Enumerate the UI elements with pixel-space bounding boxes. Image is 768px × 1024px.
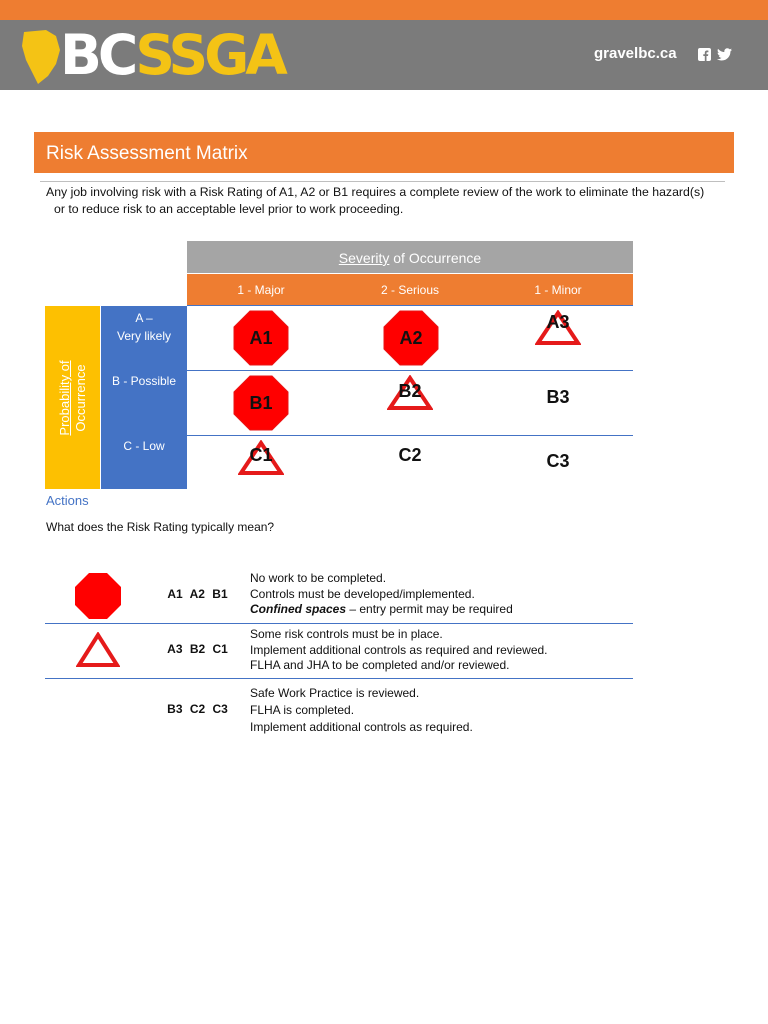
site-header <box>0 20 768 90</box>
cell-a3: A3 <box>546 312 570 332</box>
logo-ssga: SSGA <box>135 23 284 87</box>
action-codes-1: A1 A2 B1 <box>167 587 228 601</box>
divider <box>40 181 725 182</box>
severity-rest: of Occurrence <box>389 250 482 266</box>
warning-triangle-icon <box>76 632 120 668</box>
intro-text <box>46 184 736 218</box>
action-3-line-2: FLHA is completed. <box>250 703 355 717</box>
row-label-a-line-2: Very likely <box>116 329 172 343</box>
action-desc-3 <box>250 685 473 736</box>
action-2-line-1: Some risk controls must be in place. <box>250 627 443 641</box>
severity-word: Severity <box>338 250 390 266</box>
severity-col-minor: 1 - Minor <box>534 283 582 297</box>
grid-line <box>187 370 633 371</box>
cell-a2: A2 <box>399 328 423 348</box>
row-label-a-line-1: A – <box>135 311 153 325</box>
section-title: Risk Assessment Matrix <box>46 143 248 164</box>
bc-map-icon <box>22 30 62 85</box>
action-1-line-3 <box>250 602 513 618</box>
logo-bc: BC <box>60 23 136 87</box>
site-link[interactable]: gravelbc.ca <box>594 45 677 62</box>
cell-a1: A1 <box>249 328 273 348</box>
stop-octagon-icon <box>74 572 122 620</box>
action-3-line-3: Implement additional controls as required. <box>250 720 473 734</box>
severity-col-major: 1 - Major <box>237 283 285 297</box>
row-label-b: B - Possible <box>111 374 177 388</box>
probability-line-2: Occurrence <box>72 363 88 432</box>
action-codes-2: A3 B2 C1 <box>167 642 228 656</box>
severity-title <box>187 250 633 266</box>
action-divider <box>45 678 633 679</box>
cell-c3: C3 <box>546 451 570 471</box>
facebook-icon[interactable] <box>698 48 711 61</box>
cell-b2: B2 <box>398 381 422 401</box>
actions-heading: Actions <box>46 493 89 508</box>
cell-c2: C2 <box>398 445 422 465</box>
grid-line <box>187 305 633 306</box>
action-2-line-2: Implement additional controls as required and reviewed. <box>250 642 548 657</box>
action-1-emph: Confined spaces <box>250 602 347 616</box>
cell-b1: B1 <box>249 393 273 413</box>
probability-title <box>45 306 100 489</box>
action-codes-3: B3 C2 C3 <box>167 702 228 716</box>
action-1-line-1: No work to be completed. <box>250 571 387 585</box>
logo[interactable] <box>60 22 284 88</box>
action-1-line-2: Controls must be developed/implemented. <box>250 586 475 601</box>
action-desc-1 <box>250 571 513 618</box>
row-label-a <box>101 309 187 345</box>
row-label-c: C - Low <box>123 439 165 453</box>
action-divider <box>45 623 633 624</box>
intro-line-2: or to reduce risk to an acceptable level prior to work proceeding. <box>54 202 404 216</box>
action-1-emph-rest: – entry permit may be required <box>346 602 513 616</box>
cell-b3: B3 <box>546 387 570 407</box>
probability-line-1: Probability of <box>56 359 72 436</box>
actions-question: What does the Risk Rating typically mean? <box>46 520 275 534</box>
action-2-line-3: FLHA and JHA to be completed and/or reviewed. <box>250 658 510 672</box>
action-3-line-1: Safe Work Practice is reviewed. <box>250 686 420 700</box>
twitter-icon[interactable] <box>717 48 732 61</box>
grid-line <box>187 435 633 436</box>
intro-line-1: Any job involving risk with a Risk Rating of A1, A2 or B1 requires a complete review of the work to eliminate the hazard(s) <box>46 185 705 199</box>
action-desc-2 <box>250 627 548 674</box>
top-accent-bar <box>0 0 768 20</box>
severity-col-serious: 2 - Serious <box>380 283 440 297</box>
cell-c1: C1 <box>249 445 273 465</box>
